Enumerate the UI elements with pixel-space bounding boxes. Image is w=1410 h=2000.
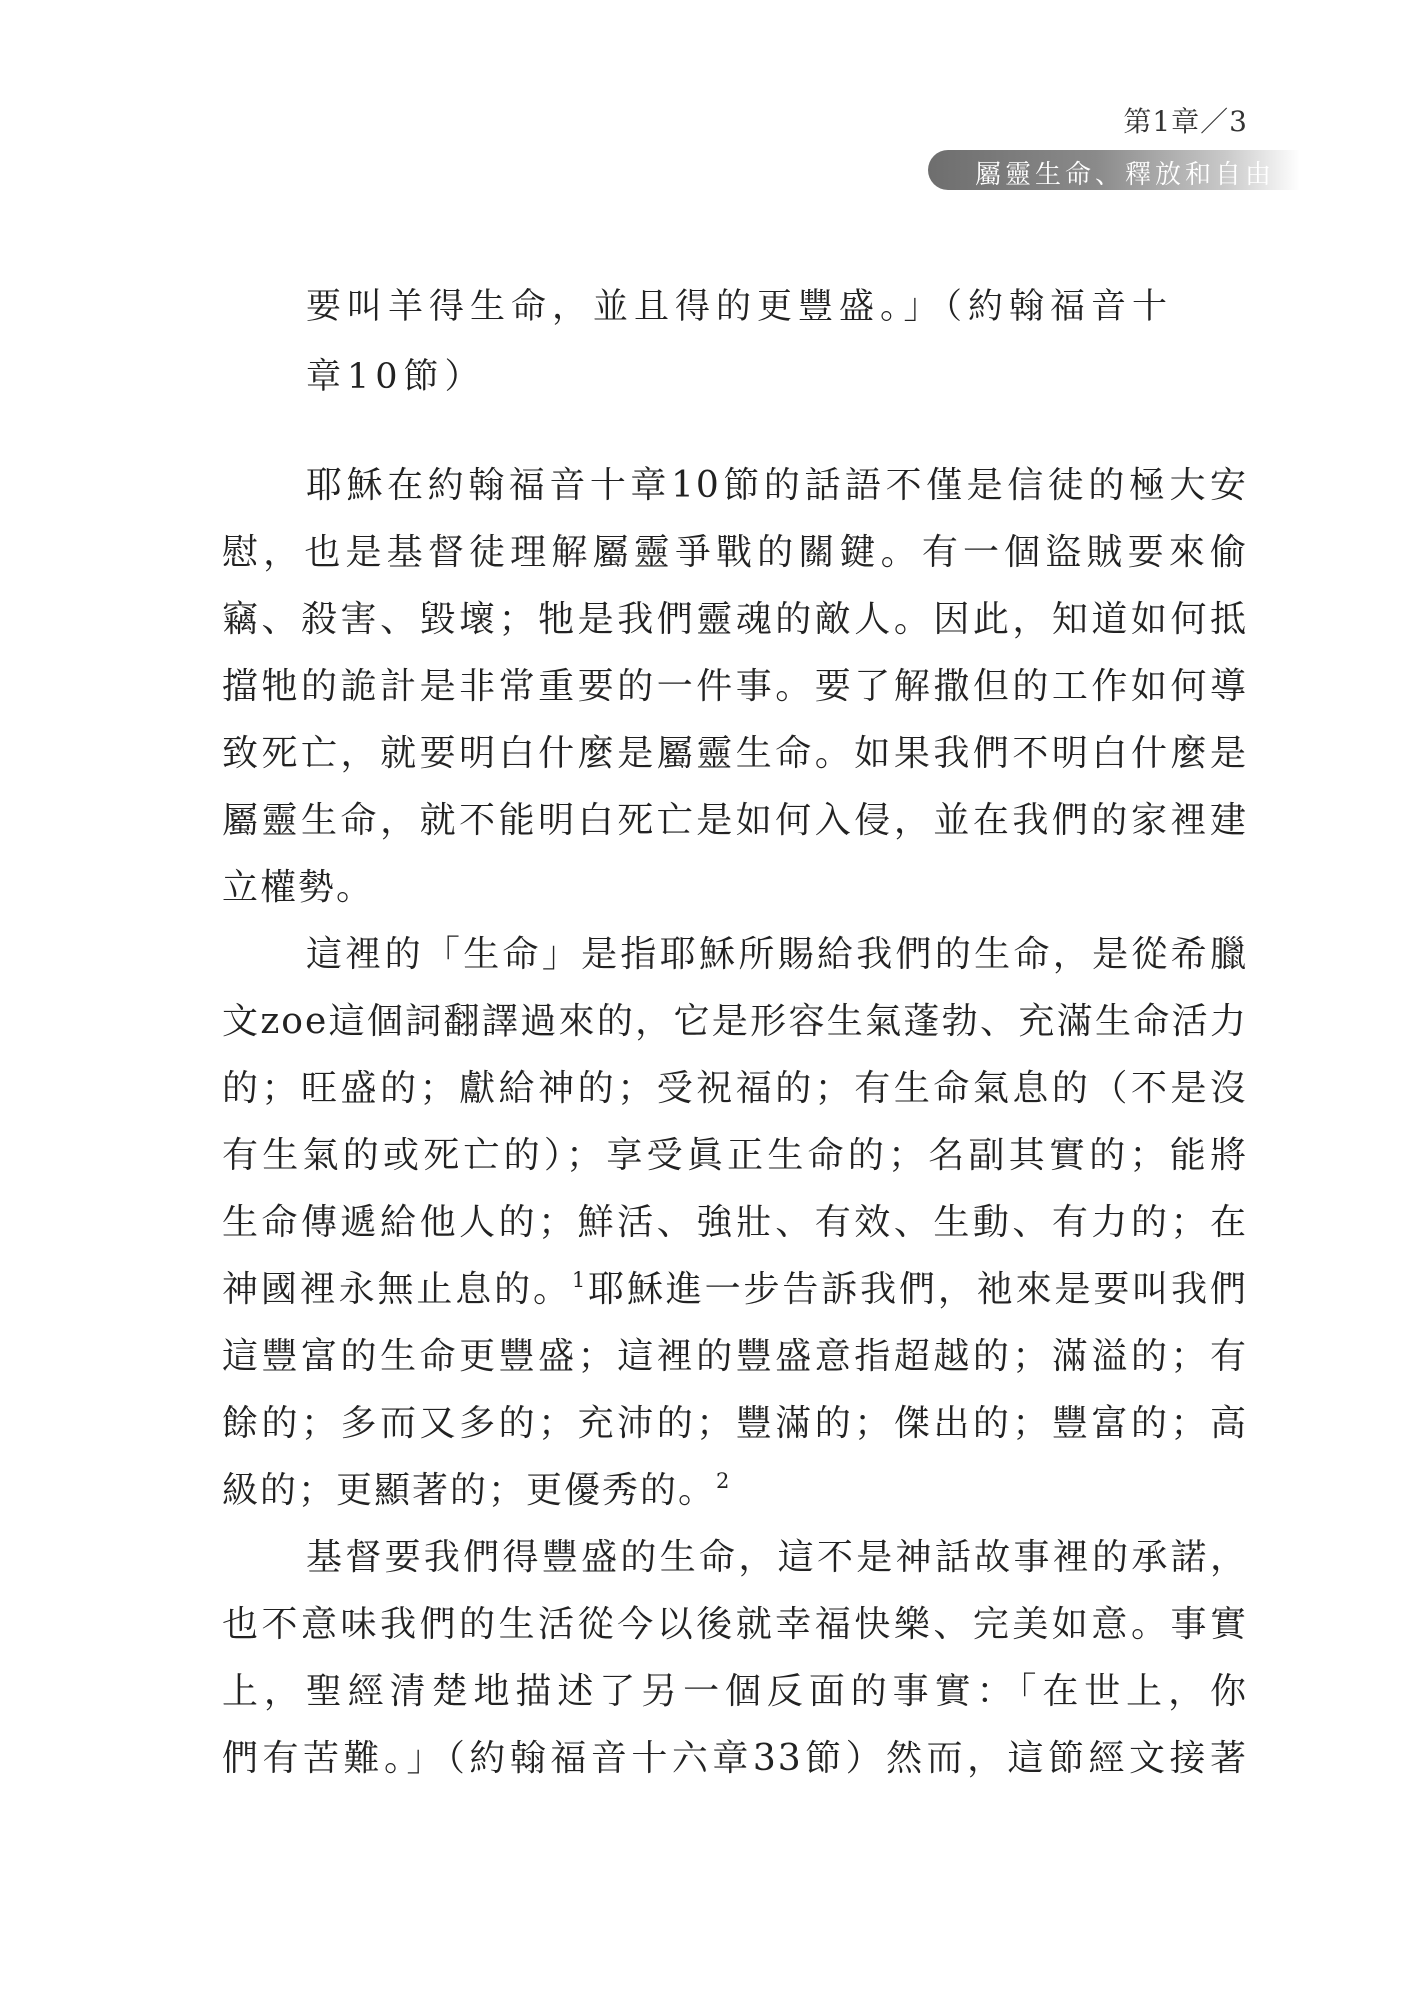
text-line: 基督要我們得豐盛的生命，這不是神話故事裡的承諾， (306, 1537, 1248, 1578)
text-line-with-footnote (222, 1457, 1248, 1524)
paragraph-2 (222, 921, 1248, 1524)
paragraph-3 (222, 1524, 1248, 1792)
text-line-with-footnote (222, 1256, 1248, 1323)
text-line: 有生氣的或死亡的）；享受眞正生命的；名副其實的；能將 (222, 1135, 1248, 1176)
text-line: 立權勢。 (222, 867, 375, 908)
quote-line: 章10節） (306, 357, 486, 397)
text-line: 竊、殺害、毀壞；牠是我們靈魂的敵人。因此，知道如何抵 (222, 599, 1248, 640)
text-line: 文zoe這個詞翻譯過來的，它是形容生氣蓬勃、充滿生命活力 (222, 1001, 1248, 1042)
footnote-marker: 1 (571, 1268, 588, 1292)
text-line: 致死亡，就要明白什麼是屬靈生命。如果我們不明白什麼是 (222, 733, 1248, 774)
text-line: 耶穌在約翰福音十章10節的話語不僅是信徒的極大安 (306, 465, 1248, 506)
footnote-marker: 2 (716, 1469, 732, 1493)
text-line: 們有苦難。」（約翰福音十六章33節）然而，這節經文接著 (222, 1738, 1248, 1779)
text-segment: 耶穌進一步告訴我們，祂來是要叫我們 (587, 1269, 1248, 1310)
text-line: 上，聖經清楚地描述了另一個反面的事實：「在世上，你 (222, 1671, 1248, 1712)
text-line: 這豐富的生命更豐盛；這裡的豐盛意指超越的；滿溢的；有 (222, 1336, 1248, 1377)
text-line: 的；旺盛的；獻給神的；受祝福的；有生命氣息的（不是沒 (222, 1068, 1248, 1109)
text-line: 也不意味我們的生活從今以後就幸福快樂、完美如意。事實 (222, 1604, 1248, 1645)
text-segment: 級的；更顯著的；更優秀的。 (222, 1470, 717, 1511)
text-line: 餘的；多而又多的；充沛的；豐滿的；傑出的；豐富的；高 (222, 1403, 1248, 1444)
text-line: 屬靈生命，就不能明白死亡是如何入侵，並在我們的家裡建 (222, 800, 1248, 841)
scripture-quote (306, 272, 1186, 412)
text-line: 這裡的「生命」是指耶穌所賜給我們的生命，是從希臘 (306, 934, 1248, 975)
text-segment: 神國裡永無止息的。 (222, 1269, 572, 1310)
chapter-title: 屬靈生命、釋放和自由 (975, 160, 1276, 190)
text-line: 生命傳遞給他人的；鮮活、強壯、有效、生動、有力的；在 (222, 1202, 1248, 1243)
quote-line: 要叫羊得生命，並且得的更豐盛。」（約翰福音十 (306, 287, 1174, 327)
text-line: 慰，也是基督徒理解屬靈爭戰的關鍵。有一個盜賊要來偷 (222, 532, 1248, 573)
paragraph-1 (222, 452, 1248, 921)
text-line: 擋牠的詭計是非常重要的一件事。要了解撒但的工作如何導 (222, 666, 1248, 707)
page-number: 第1章／3 (1123, 105, 1248, 138)
body-text (222, 452, 1248, 1792)
